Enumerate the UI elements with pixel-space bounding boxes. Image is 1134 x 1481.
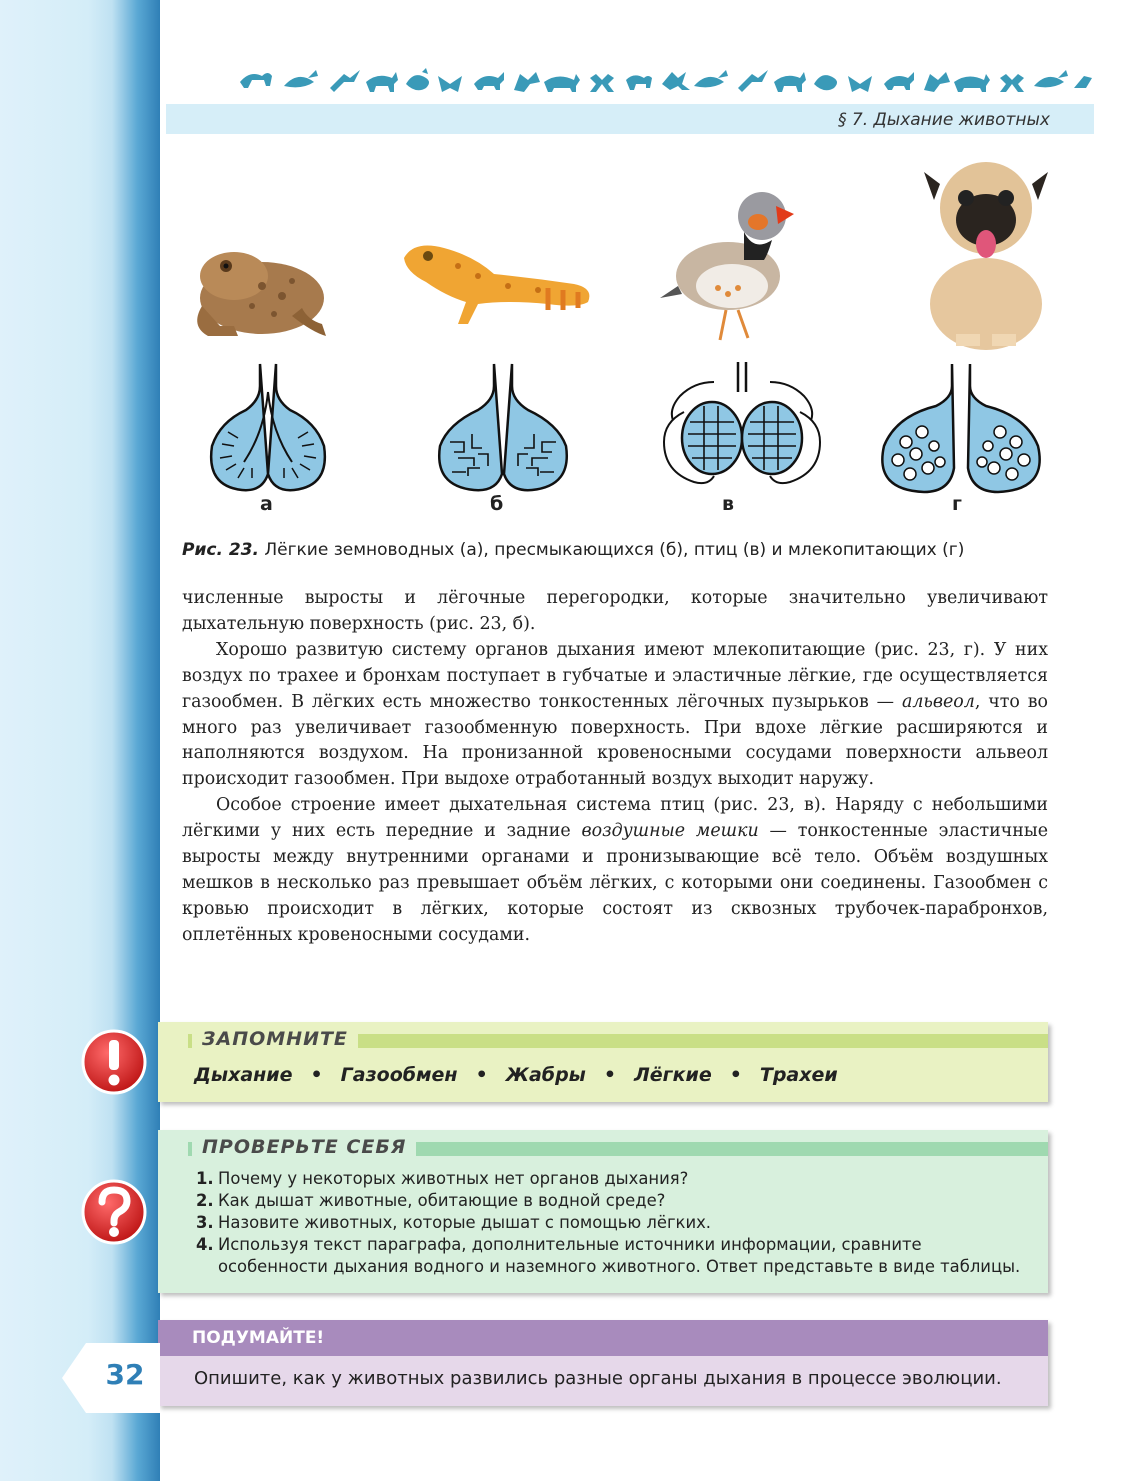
- figure-caption-prefix: Рис. 23.: [182, 540, 259, 560]
- lungs-reptile-diagram: [428, 362, 578, 494]
- question-item: 4. Используя текст параграфа, дополнительные источники информации, сравните особенности дыхания водного и наземного животного. Ответ представьте в виде таблицы.: [196, 1235, 1021, 1276]
- figure-label-a: а: [260, 493, 273, 515]
- check-title: ПРОВЕРЬТЕ СЕБЯ: [192, 1136, 416, 1158]
- remember-title: ЗАПОМНИТЕ: [192, 1028, 358, 1050]
- section-header-band: [166, 104, 1094, 134]
- term: Дыхание: [194, 1064, 293, 1086]
- think-title: ПОДУМАЙТЕ!: [192, 1328, 325, 1348]
- paragraph-body: [182, 586, 1048, 949]
- toad-illustration: [182, 236, 332, 346]
- exclamation-icon: [80, 1028, 148, 1096]
- figure-caption: [182, 540, 1082, 560]
- figure-label-g: г: [952, 493, 962, 515]
- term: Трахеи: [759, 1064, 838, 1086]
- question-mark-icon: [80, 1178, 148, 1246]
- lungs-mammal-diagram: [876, 362, 1046, 494]
- term: Газообмен: [340, 1064, 458, 1086]
- figure-caption-text: Лёгкие земноводных (а), пресмыкающихся (б), птиц (в) и млекопитающих (г): [258, 540, 965, 560]
- question-list: [196, 1168, 1026, 1278]
- remember-box: [158, 1022, 1048, 1102]
- remember-terms: Дыхание • Газообмен • Жабры • Лёгкие • Трахеи: [194, 1064, 838, 1086]
- paragraph-1: численные выросты и лёгочные перегородки, которые значительно увеличивают дыхательную поверхность (рис. 23, б).: [182, 588, 1048, 634]
- animal-silhouette-border: [238, 64, 1094, 98]
- term-alveoli: альвеол: [901, 691, 975, 712]
- lungs-amphibian-diagram: [204, 362, 332, 494]
- check-yourself-box: [158, 1130, 1048, 1293]
- question-item: 3. Назовите животных, которые дышат с помощью лёгких.: [196, 1213, 712, 1232]
- section-title: § 7. Дыхание животных: [837, 110, 1050, 130]
- term: Жабры: [505, 1064, 586, 1086]
- page-number: 32: [105, 1358, 145, 1391]
- figure-label-v: в: [722, 493, 735, 515]
- pug-illustration: [916, 154, 1056, 350]
- term-air-sacs: воздушные мешки: [581, 821, 759, 842]
- question-item: 1. Почему у некоторых животных нет органов дыхания?: [196, 1169, 689, 1188]
- finch-illustration: [658, 176, 798, 346]
- gecko-illustration: [398, 236, 598, 336]
- think-text: Опишите, как у животных развились разные органы дыхания в процессе эволюции.: [194, 1368, 1002, 1389]
- paragraph-2: Хорошо развитую систему органов дыхания имеют млекопитающие (рис. 23, г). У них воздух по трахее и бронхам поступает в губчатые и эластичные лёгкие, где осуществляется газообмен. В лёгких есть множество тонкостенных лёгочных пузырьков — альвеол, что во много раз увеличивает газообменную поверхность. При вдохе лёгкие расширяются и наполняются воздухом. На пронизанной кровеносными сосудами поверхности альвеол происходит газообмен. При выдохе отработанный воздух выходит наружу.: [182, 639, 1049, 790]
- lungs-bird-diagram: [654, 362, 830, 494]
- question-item: 2. Как дышат животные, обитающие в водной среде?: [196, 1191, 666, 1210]
- page-spine-margin: [0, 0, 160, 1481]
- term: Лёгкие: [634, 1064, 712, 1086]
- think-box: [158, 1320, 1048, 1406]
- paragraph-3: Особое строение имеет дыхательная система птиц (рис. 23, в). Наряду с небольшими лёгкими у них есть передние и задние воздушные мешки — тонкостенные эластичные выросты между внутренними органами и пронизывающие всё тело. Объём воздушных мешков в несколько раз превышает объём лёгких, с которыми они соединены. Газообмен с кровью происходит в лёгких, которые состоят из сквозных трубочек-парабронхов, оплетённых кровеносными сосудами.: [182, 795, 1048, 945]
- figure-label-b: б: [490, 493, 504, 515]
